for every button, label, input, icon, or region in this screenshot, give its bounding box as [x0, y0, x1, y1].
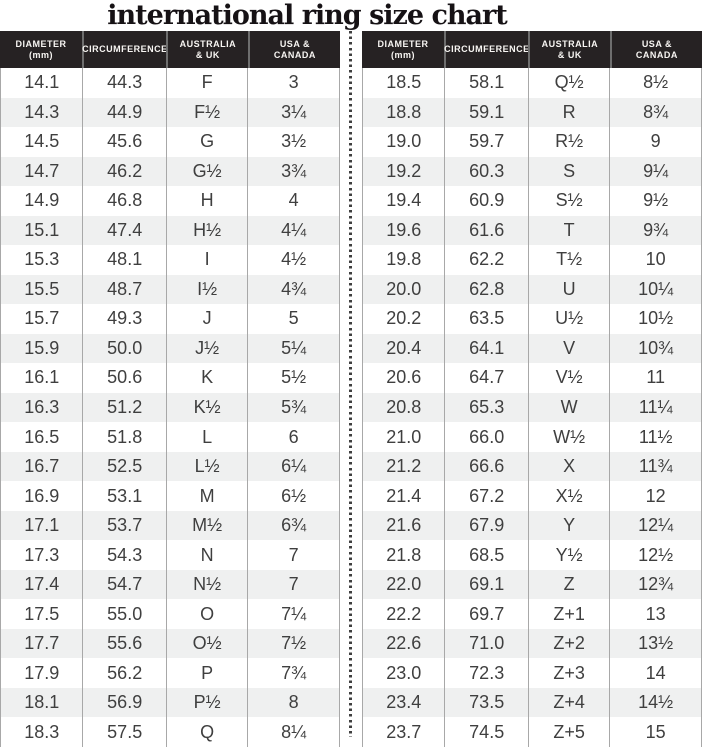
cell-usa-canada: 11: [609, 363, 701, 393]
table-row: [363, 658, 701, 688]
table-row: [363, 422, 701, 452]
cell-usa-canada: 13: [609, 599, 701, 629]
cell-usa-canada: 8½: [609, 68, 701, 98]
cell-diameter-mm: 16.5: [24, 426, 60, 447]
cell-australia-uk: M: [166, 481, 247, 511]
cell-diameter-mm: 20.2: [386, 308, 422, 329]
cell-australia-uk: W: [528, 393, 609, 423]
cell-diameter-mm: 17.9: [24, 662, 60, 683]
cell-diameter-mm: 20.0: [386, 278, 422, 299]
cell-usa-canada: 6: [247, 422, 339, 452]
cell-usa-canada: 11¼: [609, 393, 701, 423]
cell-usa-canada: 12¾: [609, 570, 701, 600]
table-row: [363, 157, 701, 187]
cell-usa-canada: 7: [247, 540, 339, 570]
cell-usa-canada: 5¼: [247, 334, 339, 364]
table-row: [1, 68, 339, 98]
table-body: [0, 68, 340, 747]
cell-circumference: 68.5: [444, 540, 527, 570]
table-header-row: [362, 31, 702, 68]
table-row: [1, 688, 339, 718]
cell-circumference: 62.8: [444, 275, 527, 305]
table-body: [362, 68, 702, 747]
cell-diameter-mm: 15.7: [24, 308, 60, 329]
cell-circumference: 47.4: [82, 216, 165, 246]
col-header-australia-uk: AUSTRALIA & UK: [166, 31, 248, 68]
cell-circumference: 51.2: [82, 393, 165, 423]
cell-usa-canada: 8¼: [247, 717, 339, 747]
cell-diameter-mm: 15.3: [24, 249, 60, 270]
cell-circumference: 45.6: [82, 127, 165, 157]
cell-diameter-mm: 19.2: [386, 160, 422, 181]
cell-diameter-mm: 14.9: [24, 190, 60, 211]
cell-usa-canada: 3¼: [247, 98, 339, 128]
cell-australia-uk: R½: [528, 127, 609, 157]
cell-circumference: 46.2: [82, 157, 165, 187]
cell-diameter-mm: 23.7: [386, 721, 422, 742]
cell-circumference: 67.2: [444, 481, 527, 511]
cell-diameter-mm: 21.4: [386, 485, 422, 506]
cell-australia-uk: K: [166, 363, 247, 393]
cell-diameter-mm: 17.3: [24, 544, 60, 565]
cell-diameter-mm: 15.1: [24, 219, 60, 240]
cell-usa-canada: 5: [247, 304, 339, 334]
cell-usa-canada: 9: [609, 127, 701, 157]
cell-australia-uk: I: [166, 245, 247, 275]
cell-circumference: 64.7: [444, 363, 527, 393]
cell-circumference: 65.3: [444, 393, 527, 423]
table-row: [1, 540, 339, 570]
cell-australia-uk: Z+2: [528, 629, 609, 659]
cell-circumference: 71.0: [444, 629, 527, 659]
cell-usa-canada: 4¾: [247, 275, 339, 305]
cell-usa-canada: 3½: [247, 127, 339, 157]
table-row: [1, 599, 339, 629]
table-row: [363, 393, 701, 423]
cell-usa-canada: 12: [609, 481, 701, 511]
cell-diameter-mm: 22.6: [386, 633, 422, 654]
cell-circumference: 66.0: [444, 422, 527, 452]
cell-diameter-mm: 20.4: [386, 337, 422, 358]
table-row: [363, 717, 701, 747]
table-row: [363, 186, 701, 216]
cell-circumference: 61.6: [444, 216, 527, 246]
cell-diameter-mm: 20.6: [386, 367, 422, 388]
cell-australia-uk: F½: [166, 98, 247, 128]
cell-usa-canada: 12½: [609, 540, 701, 570]
table-row: [363, 275, 701, 305]
table-row: [1, 717, 339, 747]
cell-usa-canada: 6¼: [247, 452, 339, 482]
cell-usa-canada: 4: [247, 186, 339, 216]
table-row: [1, 658, 339, 688]
cell-usa-canada: 10: [609, 245, 701, 275]
cell-circumference: 50.6: [82, 363, 165, 393]
table-row: [363, 540, 701, 570]
cell-usa-canada: 5¾: [247, 393, 339, 423]
cell-circumference: 64.1: [444, 334, 527, 364]
cell-circumference: 57.5: [82, 717, 165, 747]
cell-australia-uk: O: [166, 599, 247, 629]
cell-circumference: 56.2: [82, 658, 165, 688]
cell-australia-uk: Z+5: [528, 717, 609, 747]
table-row: [1, 452, 339, 482]
cell-circumference: 53.1: [82, 481, 165, 511]
cell-usa-canada: 6¾: [247, 511, 339, 541]
cell-circumference: 44.3: [82, 68, 165, 98]
cell-diameter-mm: 17.1: [24, 515, 60, 536]
cell-diameter-mm: 18.1: [24, 692, 60, 713]
table-row: [1, 216, 339, 246]
cell-diameter-mm: 17.5: [24, 603, 60, 624]
cell-diameter-mm: 19.0: [386, 131, 422, 152]
cell-australia-uk: X: [528, 452, 609, 482]
cell-circumference: 54.7: [82, 570, 165, 600]
cell-australia-uk: Z: [528, 570, 609, 600]
cell-usa-canada: 15: [609, 717, 701, 747]
cell-australia-uk: H½: [166, 216, 247, 246]
table-row: [363, 127, 701, 157]
cell-diameter-mm: 19.4: [386, 190, 422, 211]
cell-australia-uk: N½: [166, 570, 247, 600]
cell-diameter-mm: 19.6: [386, 219, 422, 240]
cell-usa-canada: 8¾: [609, 98, 701, 128]
cell-australia-uk: G: [166, 127, 247, 157]
table-row: [1, 186, 339, 216]
table-row: [1, 570, 339, 600]
cell-australia-uk: J½: [166, 334, 247, 364]
cell-diameter-mm: 14.5: [24, 131, 60, 152]
table-row: [363, 688, 701, 718]
col-header-usa-canada: USA & CANADA: [610, 31, 702, 68]
table-row: [363, 452, 701, 482]
col-header-circumference: CIRCUMFERENCE: [82, 31, 166, 68]
table-row: [1, 511, 339, 541]
cell-diameter-mm: 16.9: [24, 485, 60, 506]
cell-circumference: 72.3: [444, 658, 527, 688]
cell-australia-uk: P½: [166, 688, 247, 718]
table-header-row: [0, 31, 340, 68]
table-row: [1, 481, 339, 511]
cell-diameter-mm: 16.1: [24, 367, 60, 388]
cell-diameter-mm: 17.4: [24, 574, 60, 595]
table-row: [1, 334, 339, 364]
cell-circumference: 69.7: [444, 599, 527, 629]
cell-australia-uk: Y½: [528, 540, 609, 570]
cell-australia-uk: Q½: [528, 68, 609, 98]
cell-australia-uk: I½: [166, 275, 247, 305]
table-row: [363, 629, 701, 659]
cell-circumference: 63.5: [444, 304, 527, 334]
table-row: [363, 304, 701, 334]
cell-circumference: 46.8: [82, 186, 165, 216]
cell-usa-canada: 4½: [247, 245, 339, 275]
cell-australia-uk: V½: [528, 363, 609, 393]
cell-usa-canada: 9¼: [609, 157, 701, 187]
cell-australia-uk: J: [166, 304, 247, 334]
table-row: [1, 629, 339, 659]
cell-circumference: 60.9: [444, 186, 527, 216]
cell-australia-uk: Z+1: [528, 599, 609, 629]
cell-usa-canada: 7¾: [247, 658, 339, 688]
cell-usa-canada: 3: [247, 68, 339, 98]
cell-australia-uk: Y: [528, 511, 609, 541]
cell-usa-canada: 9½: [609, 186, 701, 216]
cell-diameter-mm: 19.8: [386, 249, 422, 270]
cell-usa-canada: 13½: [609, 629, 701, 659]
cell-australia-uk: V: [528, 334, 609, 364]
cell-usa-canada: 11¾: [609, 452, 701, 482]
cell-circumference: 48.1: [82, 245, 165, 275]
table-row: [363, 245, 701, 275]
cell-circumference: 67.9: [444, 511, 527, 541]
cell-usa-canada: 7¼: [247, 599, 339, 629]
cell-circumference: 73.5: [444, 688, 527, 718]
cell-australia-uk: O½: [166, 629, 247, 659]
cell-usa-canada: 14½: [609, 688, 701, 718]
cell-australia-uk: Z+3: [528, 658, 609, 688]
cell-circumference: 53.7: [82, 511, 165, 541]
col-header-circumference: CIRCUMFERENCE: [444, 31, 528, 68]
cell-australia-uk: L½: [166, 452, 247, 482]
cell-usa-canada: 14: [609, 658, 701, 688]
table-row: [1, 363, 339, 393]
cell-australia-uk: M½: [166, 511, 247, 541]
cell-circumference: 56.9: [82, 688, 165, 718]
cell-australia-uk: W½: [528, 422, 609, 452]
cell-australia-uk: K½: [166, 393, 247, 423]
cell-usa-canada: 12¼: [609, 511, 701, 541]
table-row: [1, 127, 339, 157]
table-row: [363, 570, 701, 600]
cell-usa-canada: 10½: [609, 304, 701, 334]
col-header-diameter-mm: DIAMETER (mm): [15, 38, 67, 60]
cell-usa-canada: 7½: [247, 629, 339, 659]
cell-diameter-mm: 18.5: [386, 72, 422, 93]
cell-australia-uk: U: [528, 275, 609, 305]
table-row: [363, 98, 701, 128]
cell-australia-uk: U½: [528, 304, 609, 334]
table-row: [363, 511, 701, 541]
cell-circumference: 62.2: [444, 245, 527, 275]
cell-diameter-mm: 16.7: [24, 456, 60, 477]
ring-size-table-right: [362, 31, 702, 747]
cell-diameter-mm: 18.8: [386, 101, 422, 122]
cell-usa-canada: 8: [247, 688, 339, 718]
cell-circumference: 50.0: [82, 334, 165, 364]
table-row: [1, 422, 339, 452]
cell-circumference: 44.9: [82, 98, 165, 128]
cell-australia-uk: X½: [528, 481, 609, 511]
cell-diameter-mm: 18.3: [24, 721, 60, 742]
cell-circumference: 60.3: [444, 157, 527, 187]
table-row: [1, 393, 339, 423]
cell-diameter-mm: 17.7: [24, 633, 60, 654]
cell-diameter-mm: 14.3: [24, 101, 60, 122]
cell-circumference: 69.1: [444, 570, 527, 600]
table-row: [1, 157, 339, 187]
table-row: [1, 275, 339, 305]
col-header-australia-uk: AUSTRALIA & UK: [528, 31, 610, 68]
cell-usa-canada: 6½: [247, 481, 339, 511]
cell-circumference: 59.7: [444, 127, 527, 157]
cell-australia-uk: T: [528, 216, 609, 246]
table-row: [363, 334, 701, 364]
cell-australia-uk: L: [166, 422, 247, 452]
cell-usa-canada: 4¼: [247, 216, 339, 246]
cell-circumference: 59.1: [444, 98, 527, 128]
cell-diameter-mm: 14.1: [24, 72, 60, 93]
cell-diameter-mm: 14.7: [24, 160, 60, 181]
cell-diameter-mm: 23.0: [386, 662, 422, 683]
table-row: [363, 68, 701, 98]
cell-usa-canada: 7: [247, 570, 339, 600]
ring-size-table-left: [0, 31, 340, 747]
cell-usa-canada: 10¼: [609, 275, 701, 305]
cell-australia-uk: N: [166, 540, 247, 570]
cell-circumference: 51.8: [82, 422, 165, 452]
cell-diameter-mm: 15.5: [24, 278, 60, 299]
cell-australia-uk: H: [166, 186, 247, 216]
table-row: [363, 599, 701, 629]
cell-diameter-mm: 22.2: [386, 603, 422, 624]
cell-diameter-mm: 21.0: [386, 426, 422, 447]
cell-usa-canada: 10¾: [609, 334, 701, 364]
cell-usa-canada: 5½: [247, 363, 339, 393]
table-row: [1, 98, 339, 128]
cell-usa-canada: 3¾: [247, 157, 339, 187]
cell-usa-canada: 11½: [609, 422, 701, 452]
col-header-diameter-mm: DIAMETER (mm): [377, 38, 429, 60]
cell-australia-uk: F: [166, 68, 247, 98]
table-row: [1, 245, 339, 275]
col-header-usa-canada: USA & CANADA: [248, 31, 340, 68]
table-row: [1, 304, 339, 334]
cell-circumference: 48.7: [82, 275, 165, 305]
cell-diameter-mm: 21.6: [386, 515, 422, 536]
table-row: [363, 216, 701, 246]
page-title: international ring size chart: [107, 0, 507, 31]
cell-diameter-mm: 15.9: [24, 337, 60, 358]
cell-diameter-mm: 22.0: [386, 574, 422, 595]
cell-circumference: 54.3: [82, 540, 165, 570]
cell-australia-uk: Q: [166, 717, 247, 747]
table-row: [363, 363, 701, 393]
cell-australia-uk: S½: [528, 186, 609, 216]
tables-container: [0, 31, 702, 747]
cell-australia-uk: G½: [166, 157, 247, 187]
cell-australia-uk: R: [528, 98, 609, 128]
dotted-divider-line: [349, 31, 352, 737]
cell-diameter-mm: 16.3: [24, 396, 60, 417]
cell-circumference: 49.3: [82, 304, 165, 334]
cell-diameter-mm: 21.8: [386, 544, 422, 565]
cell-australia-uk: T½: [528, 245, 609, 275]
cell-circumference: 55.0: [82, 599, 165, 629]
cell-circumference: 66.6: [444, 452, 527, 482]
cell-diameter-mm: 21.2: [386, 456, 422, 477]
cell-circumference: 55.6: [82, 629, 165, 659]
cell-usa-canada: 9¾: [609, 216, 701, 246]
table-row: [363, 481, 701, 511]
cell-circumference: 58.1: [444, 68, 527, 98]
cell-circumference: 52.5: [82, 452, 165, 482]
cell-diameter-mm: 23.4: [386, 692, 422, 713]
cell-australia-uk: S: [528, 157, 609, 187]
cell-australia-uk: P: [166, 658, 247, 688]
cell-circumference: 74.5: [444, 717, 527, 747]
cell-australia-uk: Z+4: [528, 688, 609, 718]
cell-diameter-mm: 20.8: [386, 396, 422, 417]
